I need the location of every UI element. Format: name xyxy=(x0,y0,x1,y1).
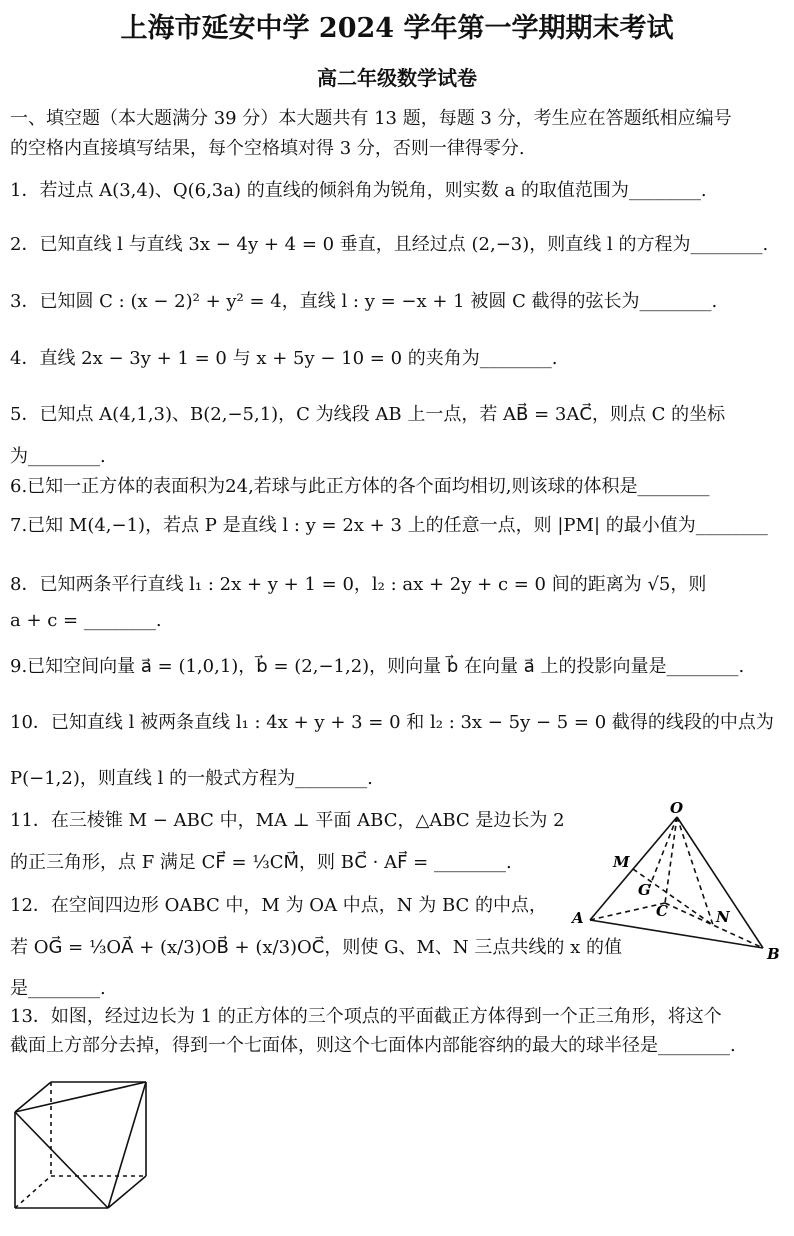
question-8-line1: 8．已知两条平行直线 l₁ : 2x + y + 1 = 0，l₂ : ax + 2y + c = 0 间的距离为 √5，则 xyxy=(10,574,707,595)
question-6: 6.已知一正方体的表面积为24,若球与此正方体的各个面均相切,则该球的体积是________ xyxy=(10,476,710,497)
question-1: 1．若过点 A(3,4)、Q(6,3a) 的直线的倾斜角为锐角，则实数 a 的取值范围为________. xyxy=(10,180,707,201)
segment-OG xyxy=(649,817,677,888)
question-10-line1: 10．已知直线 l 被两条直线 l₁ : 4x + y + 3 = 0 和 l₂ : 3x − 5y − 5 = 0 截得的线段的中点为 xyxy=(10,712,774,733)
question-12-line2: 若 OG⃗ = ⅓OA⃗ + (x/3)OB⃗ + (x/3)OC⃗，则使 G、M、N 三点共线的 x 的值 xyxy=(10,937,622,958)
cube-hidden-bottom-left xyxy=(15,1176,51,1208)
question-2: 2．已知直线 l 与直线 3x − 4y + 4 = 0 垂直，且经过点 (2,−3)，则直线 l 的方程为________. xyxy=(10,234,769,255)
tetrahedron-figure xyxy=(565,795,790,965)
question-5-line1: 5．已知点 A(4,1,3)、B(2,−5,1)，C 为线段 AB 上一点，若 AB⃗ = 3AC⃗，则点 C 的坐标 xyxy=(10,404,726,425)
question-13-line2: 截面上方部分去掉，得到一个七面体，则这个七面体内部能容纳的最大的球半径是________. xyxy=(10,1035,736,1056)
exam-title: 上海市延安中学 2024 学年第一学期期末考试 xyxy=(120,13,674,44)
section-intro-line2: 的空格内直接填写结果，每个空格填对得 3 分，否则一律得零分. xyxy=(10,138,525,159)
question-4: 4．直线 2x − 3y + 1 = 0 与 x + 5y − 10 = 0 的夹角为________. xyxy=(10,348,558,369)
label-O: O xyxy=(670,799,684,817)
question-12-line1: 12．在空间四边形 OABC 中，M 为 OA 中点，N 为 BC 的中点， xyxy=(10,895,548,916)
segment-ON xyxy=(677,817,713,925)
label-B: B xyxy=(767,945,780,963)
question-7: 7.已知 M(4,−1)，若点 P 是直线 l : y = 2x + 3 上的任意一点，则 |PM| 的最小值为________ xyxy=(10,515,768,536)
question-5-line2: 为________. xyxy=(10,446,106,467)
question-12-line3: 是________. xyxy=(10,978,106,999)
edge-AB xyxy=(590,920,763,948)
label-M: M xyxy=(613,853,630,871)
question-8-line2: a + c = ________. xyxy=(10,610,162,631)
section-intro-line1: 一、填空题（本大题满分 39 分）本大题共有 13 题，每题 3 分，考生应在答题纸相应编号 xyxy=(10,108,732,129)
question-11-line1: 11．在三棱锥 M − ABC 中，MA ⊥ 平面 ABC，△ABC 是边长为 2 xyxy=(10,810,565,831)
cut-edge-3 xyxy=(108,1082,146,1208)
edge-OB xyxy=(677,817,763,948)
label-N: N xyxy=(716,908,730,926)
cut-edge-2 xyxy=(15,1112,108,1208)
cut-edge-1 xyxy=(15,1082,146,1112)
label-C: C xyxy=(656,902,668,920)
cut-cube-figure xyxy=(8,1062,158,1214)
cube-edge-bottom-right xyxy=(108,1176,146,1208)
question-11-line2: 的正三角形，点 F 满足 CF⃗ = ⅓CM⃗，则 BC⃗ · AF⃗ = ________. xyxy=(10,852,512,873)
question-9: 9.已知空间向量 a⃗ = (1,0,1)，b⃗ = (2,−1,2)，则向量 b⃗ 在向量 a⃗ 上的投影向量是________. xyxy=(10,656,745,677)
label-G: G xyxy=(638,881,651,899)
label-A: A xyxy=(572,909,584,927)
question-10-line2: P(−1,2)，则直线 l 的一般式方程为________. xyxy=(10,768,373,789)
question-13-line1: 13．如图，经过边长为 1 的正方体的三个项点的平面截正方体得到一个正三角形，将这个 xyxy=(10,1006,722,1027)
exam-subtitle: 高二年级数学试卷 xyxy=(317,66,477,90)
question-3: 3．已知圆 C : (x − 2)² + y² = 4，直线 l : y = −x + 1 被圆 C 截得的弦长为________. xyxy=(10,291,718,312)
